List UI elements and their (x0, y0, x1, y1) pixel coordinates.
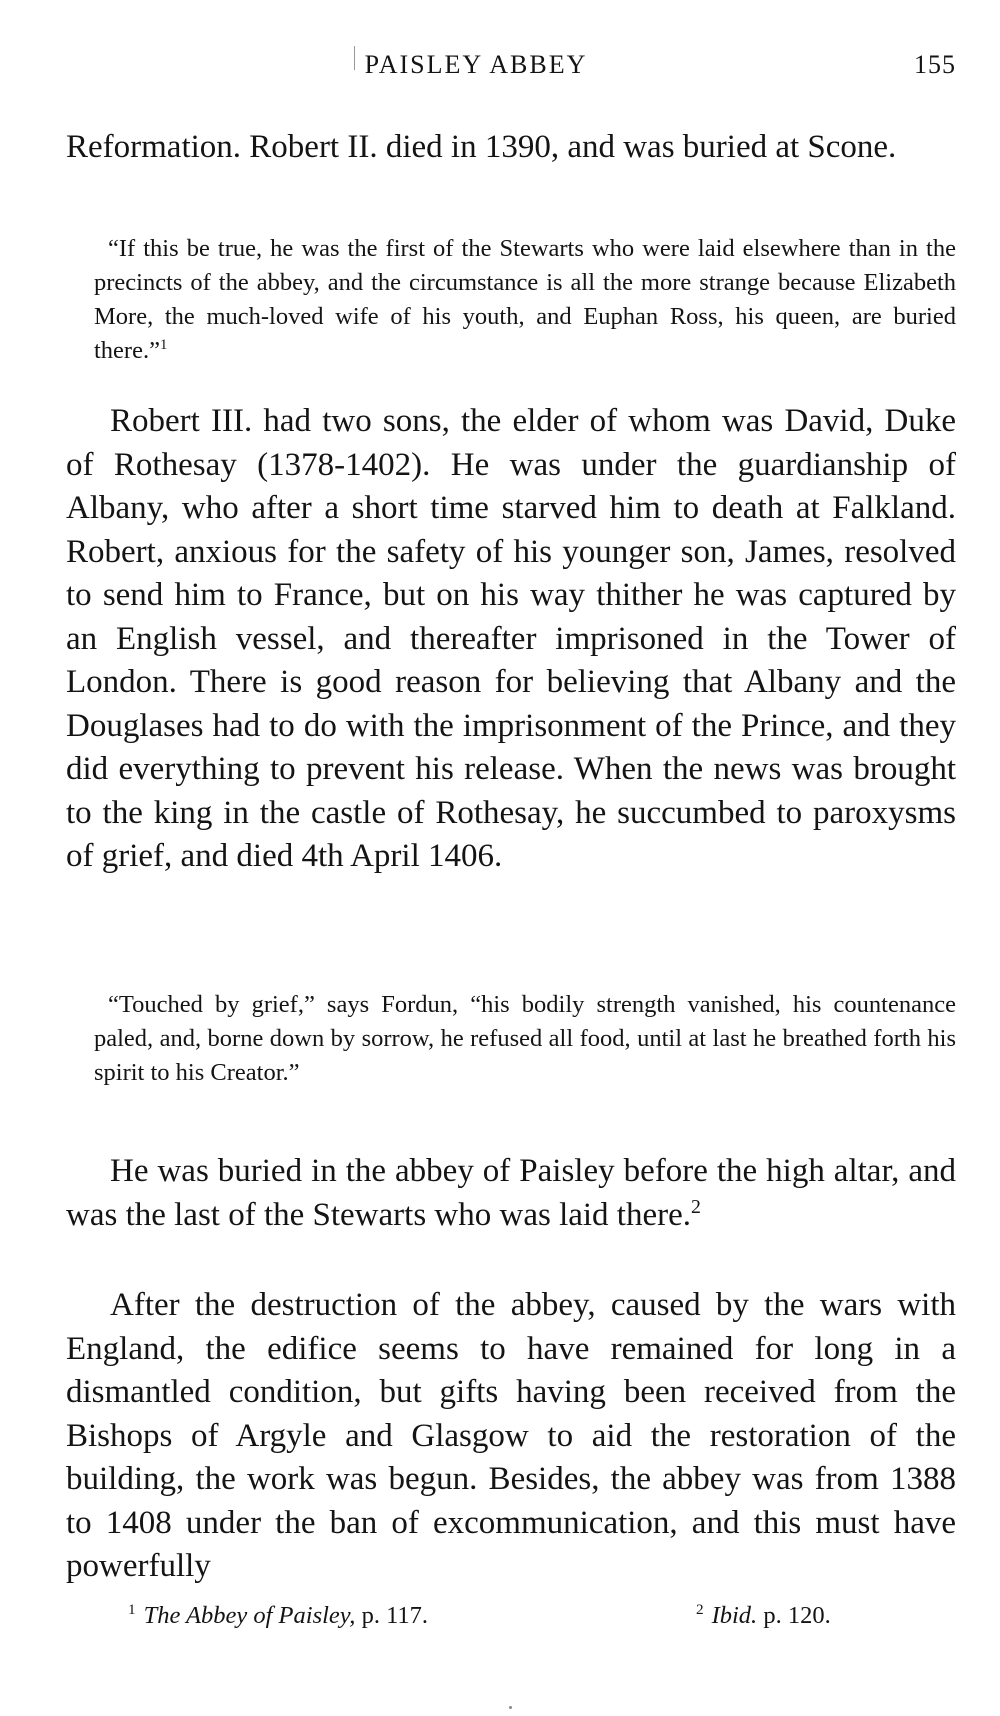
quote-fordun: “Touched by grief,” says Fordun, “his bodily strength vanished, his countenance paled, and, borne down by sorrow, he refused all food, until at last he breathed forth his spirit to his Creator.” (94, 991, 956, 1086)
print-speck (509, 1706, 512, 1709)
footnote-1-marker: 1 (128, 1600, 136, 1618)
footnote-1 (128, 1602, 428, 1630)
footnote-1-page: p. 117. (355, 1602, 429, 1629)
footnote-2-page: p. 120. (757, 1602, 831, 1629)
paragraph-burial (66, 1150, 956, 1237)
footnote-2-marker: 2 (696, 1600, 704, 1618)
footnote-2 (696, 1602, 831, 1630)
paragraph-destruction: After the destruction of the abbey, caused by the wars with England, the edifice seems to have remained for long in a dismantled condition, but gifts having been received from the Bishops of Argyle and Glasgow to aid the restoration of the building, the work was begun. Besides, the abbey was from 1388 to 1408 under the ban of excommunication, and this must have powerfully (66, 1287, 956, 1584)
book-page (66, 0, 956, 1716)
footnote-ref-2: 2 (691, 1195, 701, 1218)
footnote-ref-1: 1 (159, 336, 168, 353)
quote-stewarts (66, 232, 956, 368)
footnote-2-title: Ibid. (711, 1602, 758, 1629)
running-header (66, 46, 956, 86)
paragraph-robert-iii: Robert III. had two sons, the elder of whom was David, Duke of Rothesay (1378-1402). He was under the guardianship of Albany, who after a short time starved him to death at Falkland. Robert, anxious for the safety of his younger son, James, resolved to send him to France, but on his way thither he was captured by an English vessel, and thereafter imprisoned in the Tower of London. There is good reason for believing that Albany and the Douglases had to do with the imprisonment of the Prince, and they did everything to prevent his release. When the news was brought to the king in the castle of Rothesay, he succumbed to paroxysms of grief, and died 4th April 1406. (66, 403, 956, 874)
page-number: 155 (914, 50, 956, 79)
footnote-1-title: The Abbey of Paisley, (143, 1602, 356, 1629)
running-title: PAISLEY ABBEY (364, 50, 588, 79)
quote-stewarts-text: “If this be true, he was the first of the Stewarts who were laid elsewhere than in the precincts of the abbey, and the circumstance is all the more strange because Elizabeth More, the much-loved wife of his youth, and Euphan Ross, his queen, are buried there.” (94, 235, 956, 364)
paragraph-reformation: Reformation. Robert II. died in 1390, and was buried at Scone. (66, 129, 897, 165)
paragraph-burial-text: He was buried in the abbey of Paisley before the high altar, and was the last of the Stewarts who was laid there. (66, 1153, 956, 1233)
